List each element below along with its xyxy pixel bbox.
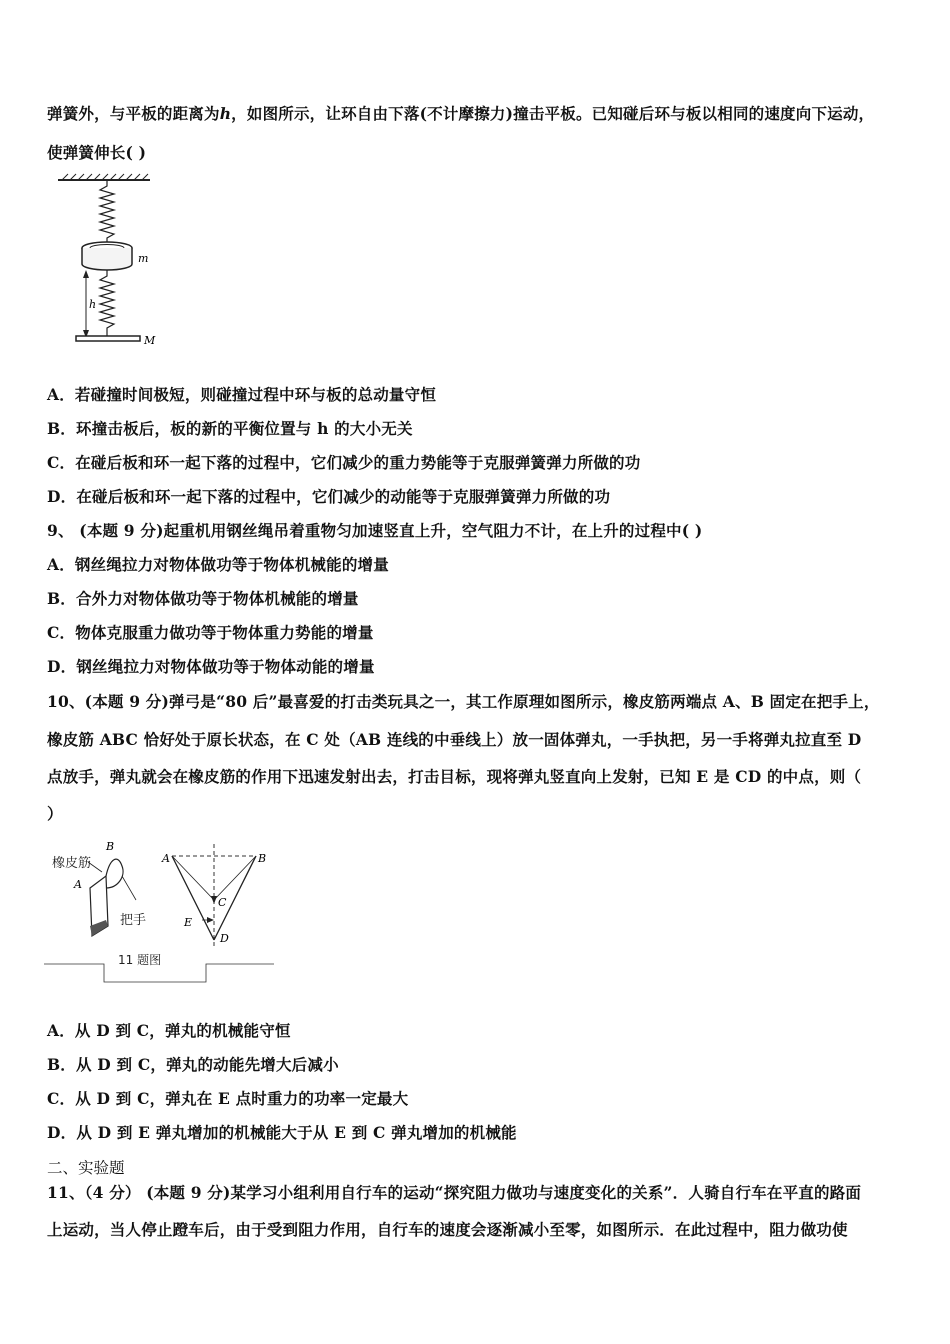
q10-stem-line-2: 橡皮筋 ABC 恰好处于原长状态，在 C 处（AB 连线的中垂线上）放一固体弹丸，一手执把，另一手将弹丸拉直至 D	[47, 730, 862, 749]
q9-stem: 9、 (本题 9 分)起重机用钢丝绳吊着重物匀加速竖直上升，空气阻力不计，在上升的过程中( )	[47, 521, 703, 540]
triangle-e-label: E	[184, 916, 193, 929]
q8-option-a: A．若碰撞时间极短，则碰撞过程中环与板的总动量守恒	[47, 385, 437, 404]
q8-option-c: C．在碰后板和环一起下落的过程中，它们减少的重力势能等于克服弹簧弹力所做的功	[47, 453, 641, 472]
section-title: 二、实验题	[47, 1159, 125, 1177]
triangle-b-label: B	[258, 852, 267, 865]
q9-option-a: A．钢丝绳拉力对物体做功等于物体机械能的增量	[47, 555, 389, 574]
q9-option-b: B．合外力对物体做功等于物体机械能的增量	[47, 589, 359, 608]
q10-option-c: C．从 D 到 C，弹丸在 E 点时重力的功率一定最大	[47, 1089, 409, 1108]
q10-option-d: D．从 D 到 E 弹丸增加的机械能大于从 E 到 C 弹丸增加的机械能	[47, 1123, 517, 1142]
q11-line-1: 11、（4 分） (本题 9 分)某学习小组利用自行车的运动“探究阻力做功与速度变化的关系”．人骑自行车在平直的路面	[47, 1183, 862, 1202]
triangle-a-label: A	[162, 852, 170, 865]
spring-ring-figure	[50, 172, 170, 352]
q10-option-a: A．从 D 到 C，弹丸的机械能守恒	[47, 1021, 291, 1040]
q9-option-c: C．物体克服重力做功等于物体重力势能的增量	[47, 623, 374, 642]
q8-option-d: D．在碰后板和环一起下落的过程中，它们减少的动能等于克服弹簧弹力所做的功	[47, 487, 611, 506]
triangle-d-label: D	[220, 932, 229, 945]
slingshot-b-label: B	[106, 840, 115, 853]
triangle-c-label: C	[218, 896, 227, 909]
q10-stem-line-4: ）	[47, 804, 63, 823]
intro-line-2: 使弹簧伸长( )	[47, 143, 147, 162]
slingshot-a-label: A	[74, 878, 82, 891]
figure-caption: 11 题图	[118, 953, 162, 967]
q10-stem-line-3: 点放手，弹丸就会在橡皮筋的作用下迅速发射出去，打击目标，现将弹丸竖直向上发射，已知 E 是 CD 的中点，则（	[47, 767, 862, 786]
rubber-band-label: 橡皮筋	[52, 856, 92, 871]
ring-mass-label: m	[138, 252, 149, 265]
q9-option-d: D．钢丝绳拉力对物体做功等于物体动能的增量	[47, 657, 375, 676]
q8-option-b: B．环撞击板后，板的新的平衡位置与 h 的大小无关	[47, 419, 413, 438]
slingshot-figure	[44, 836, 276, 986]
height-label: h	[89, 298, 97, 311]
q10-option-b: B．从 D 到 C，弹丸的动能先增大后减小	[47, 1055, 339, 1074]
intro-line-1: 弹簧外，与平板的距离为ℎ，如图所示，让环自由下落(不计摩擦力)撞击平板。已知碰后环与板以相同的速度向下运动，	[47, 104, 875, 123]
q10-stem-line-1: 10、(本题 9 分)弹弓是“80 后”最喜爱的打击类玩具之一，其工作原理如图所示，橡皮筋两端点 A、B 固定在把手上，	[47, 692, 880, 711]
q11-line-2: 上运动，当人停止蹬车后，由于受到阻力作用，自行车的速度会逐渐减小至零，如图所示．在此过程中，阻力做功使	[47, 1220, 848, 1239]
plate-mass-label: M	[144, 334, 156, 347]
handle-label: 把手	[120, 913, 147, 928]
